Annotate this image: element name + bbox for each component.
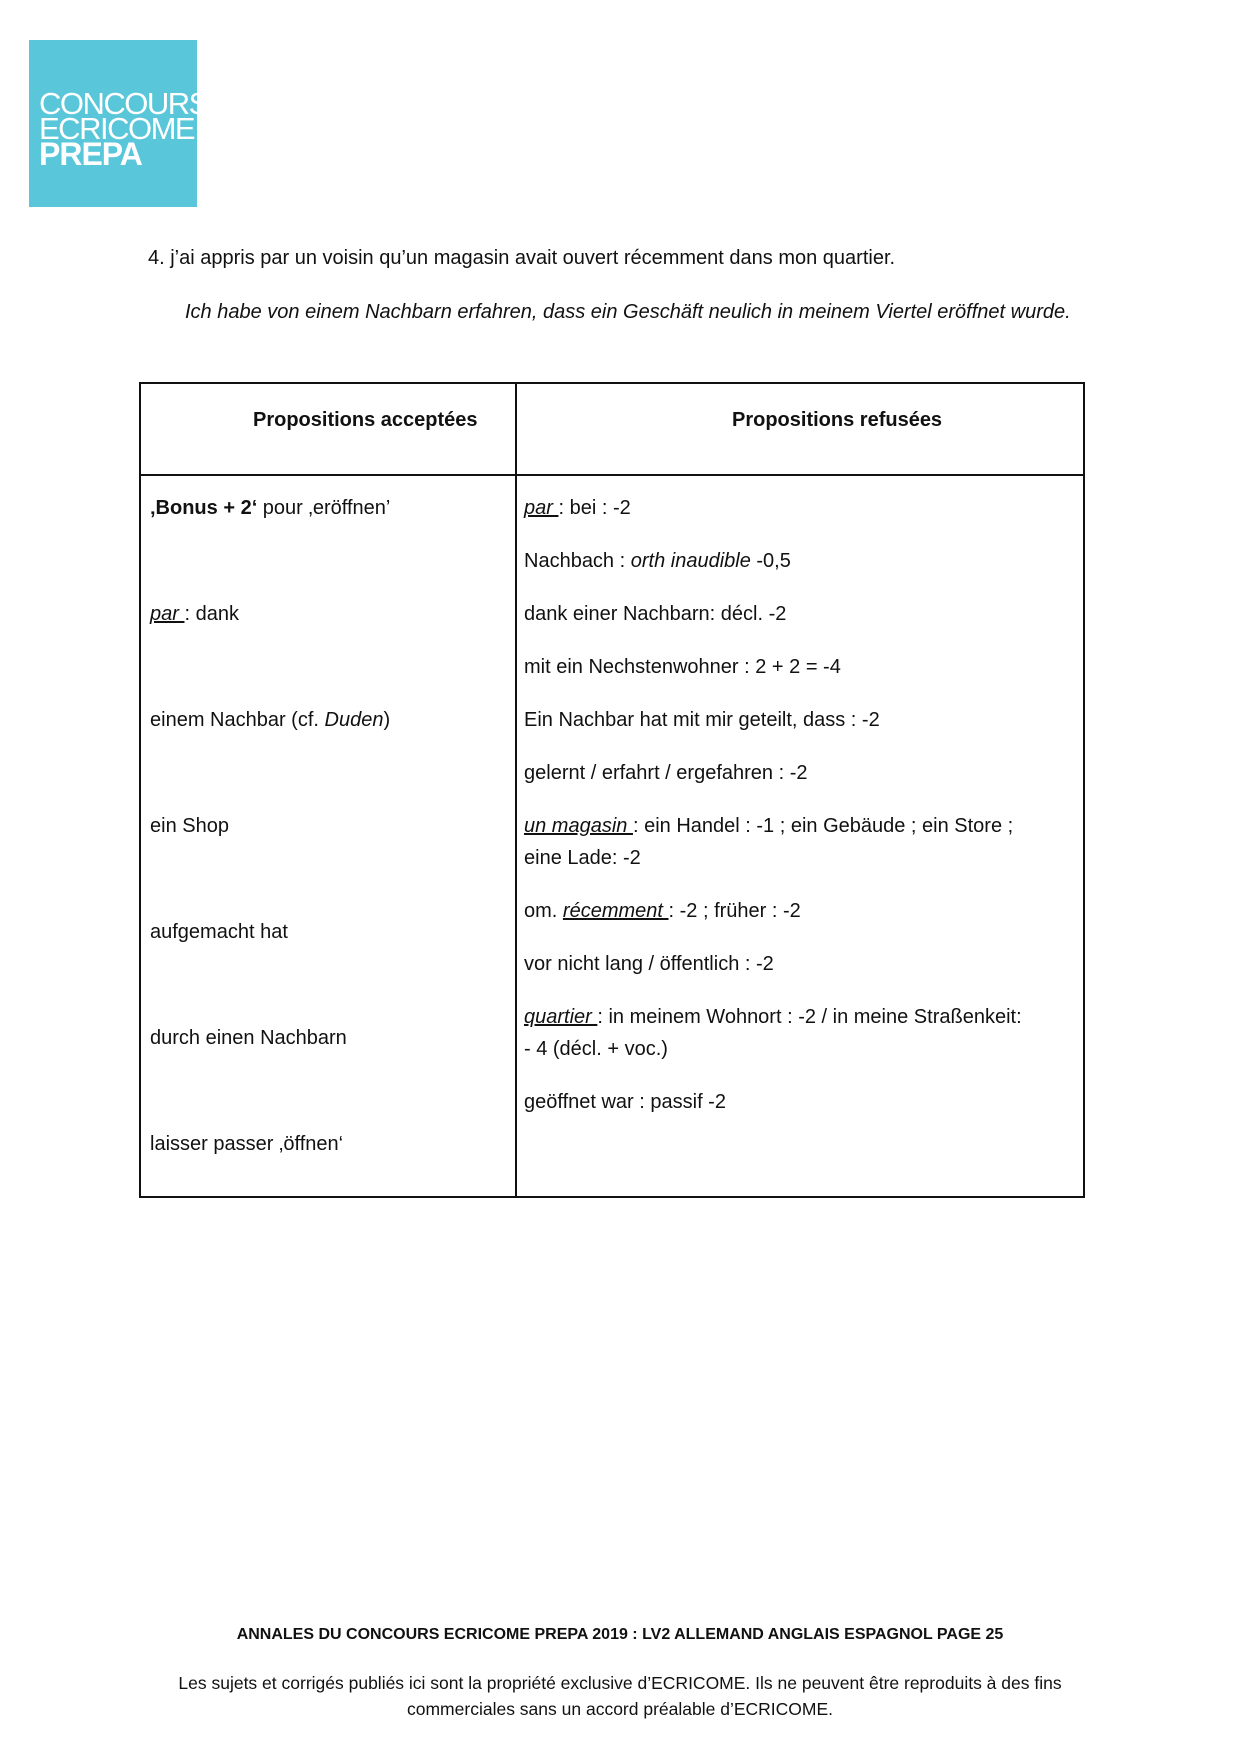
refused-text: om.: [524, 900, 563, 922]
header-accepted: Propositions acceptées: [253, 409, 478, 431]
accepted-row: ein Shop: [150, 815, 229, 837]
logo-line-ecricome: ECRICOME: [39, 111, 195, 146]
refused-text: : in meinem Wohnort : -2 / in meine Straßenkeit:: [597, 1006, 1022, 1028]
propositions-table: [139, 382, 1085, 1198]
refused-key: récemment: [562, 900, 669, 922]
refused-row: [524, 545, 791, 577]
accepted-text: pour ‚eröffnen’: [257, 497, 391, 519]
refused-row: gelernt / erfahrt / ergefahren : -2: [524, 762, 808, 784]
refused-text: : ein Handel : -1 ; ein Gebäude ; ein Store ;: [632, 815, 1014, 837]
accepted-row: [150, 598, 239, 630]
refused-text: Nachbach :: [524, 550, 631, 572]
refused-note: orth inaudible: [630, 550, 751, 572]
accepted-row: [150, 704, 390, 736]
logo-line-concours: CONCOURS: [39, 86, 208, 121]
refused-row: dank einer Nachbarn: décl. -2: [524, 603, 787, 625]
refused-row: [524, 492, 631, 524]
refused-row: Ein Nachbar hat mit mir geteilt, dass : -2: [524, 709, 880, 731]
refused-row-continued: - 4 (décl. + voc.): [524, 1038, 668, 1060]
accepted-row: [150, 492, 390, 524]
refused-key: quartier: [524, 1006, 598, 1028]
accepted-text: : dank: [184, 603, 239, 625]
refused-key: par: [524, 497, 559, 519]
refused-row: geöffnet war : passif -2: [524, 1091, 726, 1113]
refused-row: vor nicht lang / öffentlich : -2: [524, 953, 774, 975]
refused-text: : bei : -2: [558, 497, 631, 519]
refused-text: : -2 ; früher : -2: [668, 900, 801, 922]
logo-line-prepa: PREPA: [39, 136, 142, 172]
accepted-text: einem Nachbar (cf.: [150, 709, 325, 731]
accepted-bonus: ‚Bonus + 2‘: [150, 497, 258, 519]
refused-key: un magasin: [524, 815, 633, 837]
refused-row: [524, 810, 1013, 842]
table-column-divider: [515, 384, 517, 1196]
accepted-ref: Duden: [324, 709, 384, 731]
question-text: 4. j’ai appris par un voisin qu’un magasin avait ouvert récemment dans mon quartier.: [148, 247, 896, 269]
table-header-divider: [141, 474, 1083, 476]
header-refused: Propositions refusées: [732, 409, 943, 431]
refused-row: [524, 895, 801, 927]
refused-row-continued: eine Lade: -2: [524, 847, 641, 869]
accepted-row: durch einen Nachbarn: [150, 1027, 347, 1049]
accepted-row: aufgemacht hat: [150, 921, 288, 943]
refused-text: -0,5: [750, 550, 791, 572]
accepted-row: laisser passer ‚öffnen‘: [150, 1133, 344, 1155]
ecricome-logo: [29, 40, 208, 207]
question-translation: Ich habe von einem Nachbarn erfahren, dass ein Geschäft neulich in meinem Viertel eröffnet wurde.: [185, 301, 1071, 323]
refused-row: mit ein Nechstenwohner : 2 + 2 = -4: [524, 656, 841, 678]
footer-notice: Les sujets et corrigés publiés ici sont la propriété exclusive d’ECRICOME. Ils ne peuvent être reproduits à des fins commerciales sans un accord préalable d’ECRICOME.: [178, 1673, 1062, 1719]
refused-row: [524, 1001, 1022, 1033]
accepted-text: ): [383, 709, 391, 731]
footer-title: ANNALES DU CONCOURS ECRICOME PREPA 2019 : LV2 ALLEMAND ANGLAIS ESPAGNOL PAGE 25: [236, 1626, 1004, 1643]
accepted-key: par: [150, 603, 185, 625]
